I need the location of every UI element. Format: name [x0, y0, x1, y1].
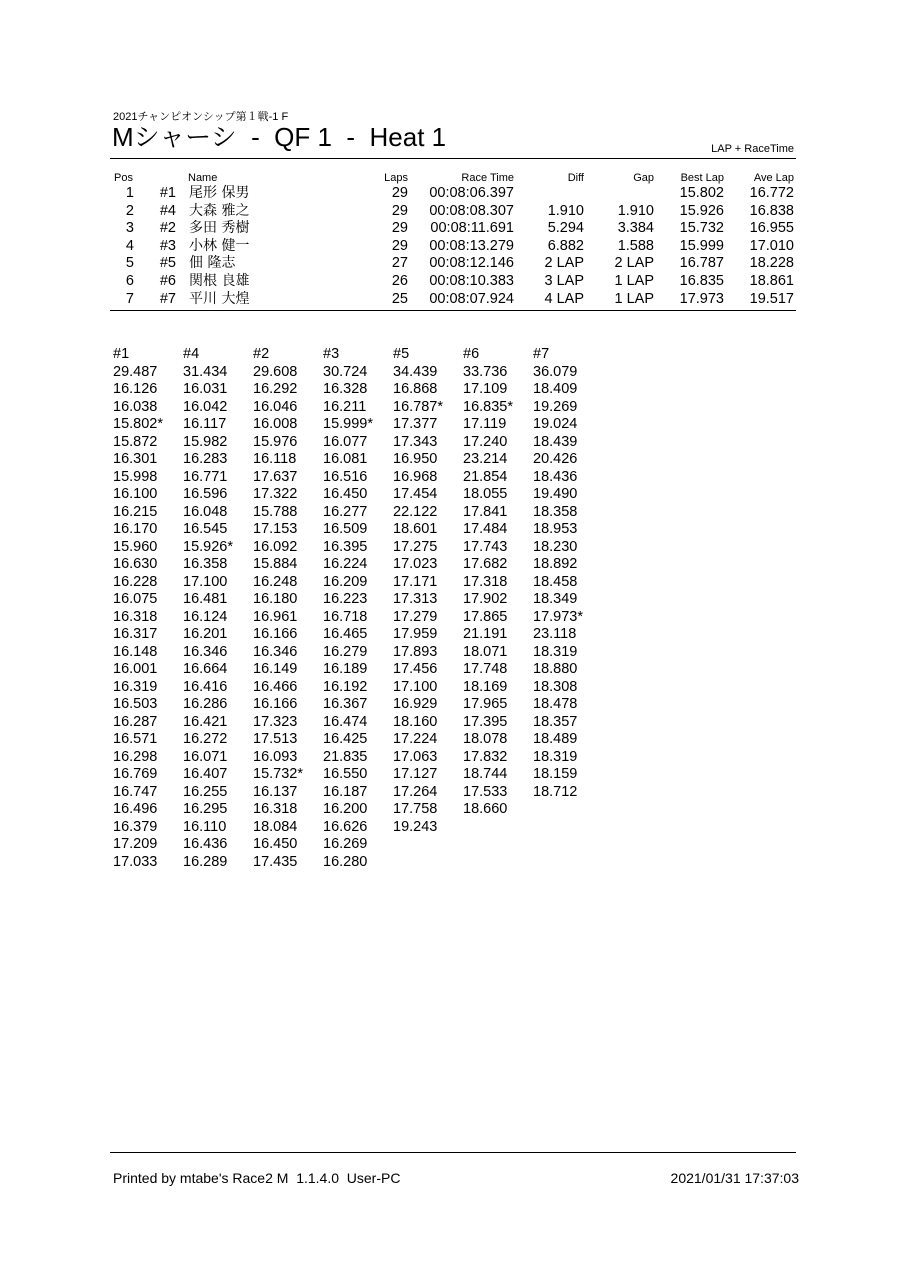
result-driver-name: 大森 雅之 [189, 202, 250, 219]
lap-time: 21.835 [323, 748, 368, 765]
result-driver-name: 関根 良雄 [189, 272, 250, 289]
result-pos: 5 [125, 255, 134, 272]
lap-time: 16.280 [323, 853, 368, 870]
result-diff: 6.882 [547, 237, 584, 254]
lap-time: 15.802* [113, 416, 163, 432]
lap-time: 18.169 [463, 678, 508, 695]
table-row [0, 238, 905, 256]
lap-column-car-number: #4 [183, 346, 200, 362]
header-divider [110, 158, 796, 159]
result-pos: 4 [125, 237, 134, 254]
lap-time: 17.100 [393, 678, 438, 695]
lap-time: 17.865 [463, 608, 508, 625]
lap-time: 18.055 [463, 486, 508, 502]
lap-time: 18.458 [533, 573, 578, 590]
lap-time: 16.328 [323, 381, 368, 397]
lap-time: 29.487 [113, 363, 158, 380]
lap-time: 16.769 [113, 766, 158, 782]
result-car-number: #3 [159, 237, 176, 254]
result-laps: 29 [391, 220, 408, 237]
result-driver-name: 平川 大煌 [189, 290, 250, 307]
result-diff: 2 LAP [544, 255, 584, 272]
result-best-lap: 17.973 [679, 290, 724, 307]
lap-time: 17.965 [463, 696, 508, 712]
lap-time: 18.601 [393, 521, 438, 537]
lap-time: 17.109 [463, 381, 508, 397]
result-race-time: 00:08:11.691 [430, 220, 514, 237]
lap-time: 16.295 [183, 801, 228, 817]
result-driver-name: 小林 健一 [189, 237, 250, 254]
lap-time: 18.230 [533, 538, 578, 555]
result-race-time: 00:08:13.279 [429, 237, 514, 254]
lap-time: 16.189 [323, 661, 368, 677]
lap-time: 17.127 [393, 766, 438, 782]
col-header-diff: Diff [567, 172, 584, 184]
lap-time: 31.434 [183, 363, 228, 380]
table-row [0, 203, 905, 221]
result-race-time: 00:08:10.383 [429, 272, 514, 289]
lap-time: 16.317 [113, 626, 158, 642]
lap-time: 18.489 [533, 731, 578, 747]
lap-time: 15.982 [183, 433, 228, 450]
lap-time: 18.357 [533, 713, 578, 730]
lap-time: 16.718 [323, 608, 368, 625]
lap-time: 16.042 [183, 398, 228, 415]
lap-time: 17.637 [253, 468, 298, 485]
lap-time: 19.490 [533, 486, 578, 502]
lap-time: 15.732* [253, 766, 303, 782]
lap-time: 18.349 [533, 591, 578, 607]
lap-time: 16.571 [113, 731, 158, 747]
lap-time: 16.048 [183, 503, 228, 520]
lap-time: 16.287 [113, 713, 158, 730]
lap-time: 18.358 [533, 503, 578, 520]
lap-time: 16.868 [393, 381, 438, 397]
result-best-lap: 16.787 [679, 255, 724, 272]
lap-time: 16.201 [183, 626, 228, 642]
lap-time: 16.211 [323, 398, 367, 415]
lap-time: 18.160 [393, 713, 438, 730]
result-ave-lap: 18.228 [749, 255, 794, 272]
lap-time: 21.854 [463, 468, 508, 485]
lap-time: 16.358 [183, 556, 228, 572]
lap-column [463, 346, 513, 819]
lap-time: 16.180 [253, 591, 298, 607]
lap-column-car-number: #1 [113, 346, 130, 362]
lap-time: 17.063 [393, 748, 438, 765]
result-gap: 1.588 [617, 237, 654, 254]
results-header-row [0, 172, 905, 185]
result-race-time: 00:08:08.307 [429, 202, 514, 219]
lap-time: 18.953 [533, 521, 578, 537]
lap-time: 17.313 [393, 591, 438, 607]
result-driver-name: 尾形 保男 [189, 185, 250, 201]
lap-column-car-number: #7 [533, 346, 550, 362]
lap-time: 16.481 [183, 591, 228, 607]
lap-time: 18.436 [533, 468, 578, 485]
lap-time: 16.269 [323, 836, 368, 852]
lap-time: 16.436 [183, 836, 228, 852]
lap-time: 16.200 [323, 801, 368, 817]
lap-time: 16.283 [183, 451, 228, 467]
lap-time: 16.248 [253, 573, 298, 590]
result-pos: 7 [125, 290, 134, 307]
report-mode-label: LAP + RaceTime [711, 143, 794, 155]
lap-time: 17.454 [393, 486, 438, 502]
lap-time: 16.075 [113, 591, 158, 607]
lap-time: 16.346 [253, 643, 298, 660]
lap-time: 17.171 [393, 573, 438, 590]
footer-divider [110, 1152, 796, 1153]
result-pos: 1 [125, 185, 134, 201]
table-row [0, 273, 905, 291]
lap-time: 18.071 [463, 643, 508, 660]
lap-time: 16.450 [323, 486, 368, 502]
lap-time: 17.484 [463, 521, 508, 537]
lap-column-car-number: #2 [253, 346, 270, 362]
lap-time: 15.976 [253, 433, 298, 450]
lap-time: 16.496 [113, 801, 158, 817]
result-diff: 5.294 [547, 220, 584, 237]
lap-time: 16.071 [183, 748, 228, 765]
lap-column [323, 346, 373, 871]
result-ave-lap: 16.838 [749, 202, 794, 219]
result-gap: 1 LAP [614, 290, 654, 307]
result-gap: 1.910 [617, 202, 654, 219]
result-best-lap: 16.835 [679, 272, 724, 289]
lap-time: 17.224 [393, 731, 438, 747]
result-best-lap: 15.802 [679, 185, 724, 201]
result-diff: 1.910 [547, 202, 584, 219]
lap-time: 17.322 [253, 486, 298, 502]
lap-time: 16.367 [323, 696, 368, 712]
result-laps: 26 [391, 272, 408, 289]
result-car-number: #6 [159, 272, 176, 289]
lap-time: 21.191 [463, 626, 508, 642]
lap-column [393, 346, 443, 836]
lap-time: 16.148 [113, 643, 158, 660]
result-laps: 29 [391, 237, 408, 254]
result-driver-name: 佃 隆志 [189, 255, 236, 272]
lap-time: 18.409 [533, 381, 578, 397]
lap-time: 18.078 [463, 731, 508, 747]
lap-time: 16.209 [323, 573, 368, 590]
table-row [0, 220, 905, 238]
lap-column [183, 346, 233, 871]
lap-time: 16.664 [183, 661, 228, 677]
lap-time: 16.596 [183, 486, 228, 502]
lap-time: 17.323 [253, 713, 298, 730]
lap-column-car-number: #6 [463, 346, 480, 362]
col-header-pos: Pos [114, 172, 133, 184]
lap-time: 16.318 [113, 608, 158, 625]
lap-time: 16.968 [393, 468, 438, 485]
result-laps: 25 [391, 290, 408, 307]
lap-time: 16.421 [183, 713, 228, 730]
lap-time: 16.630 [113, 556, 158, 572]
result-driver-name: 多田 秀樹 [189, 220, 250, 237]
lap-time: 17.395 [463, 713, 508, 730]
lap-time: 18.308 [533, 678, 578, 695]
lap-time: 16.038 [113, 398, 158, 415]
lap-time: 17.153 [253, 521, 298, 537]
lap-time: 16.100 [113, 486, 158, 502]
lap-time: 16.545 [183, 521, 228, 537]
result-pos: 2 [125, 202, 134, 219]
lap-time: 16.771 [183, 468, 228, 485]
lap-time: 16.001 [113, 661, 158, 677]
result-best-lap: 15.926 [679, 202, 724, 219]
result-pos: 3 [125, 220, 134, 237]
lap-time: 16.031 [183, 381, 228, 397]
lap-time: 17.275 [393, 538, 438, 555]
lap-time: 30.724 [323, 363, 368, 380]
lap-time: 16.228 [113, 573, 158, 590]
lap-time: 16.346 [183, 643, 228, 660]
lap-time: 16.279 [323, 643, 368, 660]
lap-time: 16.474 [323, 713, 368, 730]
lap-time: 16.835* [463, 398, 513, 415]
lap-time: 18.660 [463, 801, 508, 817]
lap-time: 17.377 [393, 416, 438, 432]
lap-time: 16.117 [183, 416, 227, 432]
lap-time: 34.439 [393, 363, 438, 380]
col-header-laps: Laps [384, 172, 408, 184]
results-table [0, 185, 905, 308]
lap-time: 17.119 [463, 416, 507, 432]
lap-time: 16.395 [323, 538, 368, 555]
table-row [0, 291, 905, 309]
lap-time: 16.092 [253, 538, 298, 555]
lap-time: 17.758 [393, 801, 438, 817]
lap-column [113, 346, 163, 871]
lap-time: 19.269 [533, 398, 578, 415]
lap-time: 17.435 [253, 853, 298, 870]
lap-time: 16.292 [253, 381, 298, 397]
lap-time: 33.736 [463, 363, 508, 380]
lap-time: 36.079 [533, 363, 578, 380]
col-header-race-time: Race Time [461, 172, 514, 184]
lap-time: 22.122 [393, 503, 438, 520]
result-ave-lap: 17.010 [749, 237, 794, 254]
lap-time: 16.961 [253, 608, 298, 625]
lap-time: 16.170 [113, 521, 158, 537]
lap-time: 16.081 [323, 451, 368, 467]
result-diff: 4 LAP [544, 290, 584, 307]
lap-time: 15.998 [113, 468, 158, 485]
lap-time: 17.513 [253, 731, 298, 747]
col-header-ave-lap: Ave Lap [753, 172, 794, 184]
lap-column-car-number: #3 [323, 346, 340, 362]
lap-time: 17.893 [393, 643, 438, 660]
result-gap: 3.384 [617, 220, 654, 237]
lap-time: 18.159 [533, 766, 578, 782]
lap-time: 16.503 [113, 696, 158, 712]
lap-time: 17.841 [463, 503, 508, 520]
event-subtitle: 2021チャンピオンシップ第１戦-1 F [113, 111, 289, 123]
result-diff: 3 LAP [544, 272, 584, 289]
footer-printed-by: Printed by mtabe's Race2 M 1.1.4.0 User-PC [113, 1170, 401, 1186]
lap-time: 18.319 [533, 748, 578, 765]
lap-time: 20.426 [533, 451, 578, 467]
lap-time: 16.124 [183, 608, 228, 625]
results-divider [110, 310, 796, 311]
lap-column [253, 346, 303, 871]
lap-time: 16.166 [253, 696, 298, 712]
lap-time: 16.318 [253, 801, 298, 817]
col-header-best-lap: Best Lap [680, 172, 724, 184]
lap-time: 16.319 [113, 678, 158, 695]
lap-time: 17.832 [463, 748, 508, 765]
lap-time: 16.450 [253, 836, 298, 852]
lap-time: 18.319 [533, 643, 578, 660]
result-best-lap: 15.999 [679, 237, 724, 254]
lap-time: 16.550 [323, 766, 368, 782]
lap-time: 15.999* [323, 416, 373, 432]
lap-time: 16.298 [113, 748, 158, 765]
lap-time: 17.264 [393, 783, 438, 800]
lap-time: 16.224 [323, 556, 368, 572]
result-car-number: #4 [159, 202, 176, 219]
lap-time: 16.407 [183, 766, 228, 782]
lap-time: 16.509 [323, 521, 368, 537]
lap-time: 16.110 [183, 818, 227, 835]
result-laps: 27 [391, 255, 408, 272]
lap-time: 16.137 [253, 783, 298, 800]
lap-time: 23.214 [463, 451, 508, 467]
lap-time: 17.743 [463, 538, 508, 555]
lap-time: 16.277 [323, 503, 368, 520]
lap-time: 16.289 [183, 853, 228, 870]
footer-timestamp: 2021/01/31 17:37:03 [670, 1170, 799, 1186]
lap-time: 19.024 [533, 416, 578, 432]
lap-time: 17.533 [463, 783, 508, 800]
result-car-number: #7 [159, 290, 176, 307]
lap-time: 16.626 [323, 818, 368, 835]
table-row [0, 255, 905, 273]
lap-time: 16.093 [253, 748, 298, 765]
lap-time: 16.747 [113, 783, 158, 800]
lap-time: 16.215 [113, 503, 158, 520]
lap-time: 16.950 [393, 451, 438, 467]
result-pos: 6 [125, 272, 134, 289]
lap-time: 17.240 [463, 433, 508, 450]
lap-time: 29.608 [253, 363, 298, 380]
lap-time: 16.379 [113, 818, 158, 835]
result-laps: 29 [391, 202, 408, 219]
lap-time: 15.960 [113, 538, 158, 555]
col-header-name: Name [188, 172, 218, 184]
lap-time: 17.033 [113, 853, 158, 870]
lap-time: 16.255 [183, 783, 228, 800]
result-gap: 1 LAP [614, 272, 654, 289]
lap-time: 17.682 [463, 556, 508, 572]
result-ave-lap: 18.861 [749, 272, 794, 289]
result-car-number: #2 [159, 220, 176, 237]
lap-time: 18.478 [533, 696, 578, 712]
lap-time: 18.744 [463, 766, 508, 782]
table-row [0, 185, 905, 203]
lap-time: 15.872 [113, 433, 158, 450]
lap-time: 16.301 [113, 451, 158, 467]
lap-time: 18.880 [533, 661, 578, 677]
lap-time: 17.100 [183, 573, 228, 590]
lap-time: 16.466 [253, 678, 298, 695]
lap-time: 16.787* [393, 398, 443, 415]
lap-time: 16.223 [323, 591, 368, 607]
lap-time: 18.439 [533, 433, 578, 450]
lap-time: 17.023 [393, 556, 438, 572]
lap-time: 16.929 [393, 696, 438, 712]
result-ave-lap: 19.517 [749, 290, 794, 307]
lap-time: 18.712 [533, 783, 578, 800]
lap-time: 16.046 [253, 398, 298, 415]
lap-time: 17.343 [393, 433, 438, 450]
lap-time: 16.425 [323, 731, 368, 747]
lap-time: 16.118 [253, 451, 297, 467]
result-race-time: 00:08:06.397 [429, 185, 514, 201]
lap-time: 19.243 [393, 818, 438, 835]
col-header-gap: Gap [633, 172, 654, 184]
result-car-number: #1 [159, 185, 176, 201]
result-ave-lap: 16.772 [749, 185, 794, 201]
lap-time: 16.516 [323, 468, 368, 485]
lap-time: 23.118 [533, 626, 577, 642]
result-car-number: #5 [159, 255, 176, 272]
result-gap: 2 LAP [614, 255, 654, 272]
page-title: Mシャーシ - QF 1 - Heat 1 [112, 122, 447, 152]
lap-time: 17.973* [533, 608, 583, 625]
lap-time: 16.077 [323, 433, 368, 450]
result-race-time: 00:08:12.146 [429, 255, 514, 272]
lap-time: 18.892 [533, 556, 578, 572]
lap-time: 17.279 [393, 608, 438, 625]
lap-time: 17.209 [113, 836, 158, 852]
lap-time: 16.187 [323, 783, 368, 800]
result-best-lap: 15.732 [679, 220, 724, 237]
lap-time: 17.456 [393, 661, 438, 677]
result-ave-lap: 16.955 [749, 220, 794, 237]
lap-time: 15.884 [253, 556, 298, 572]
lap-time: 16.465 [323, 626, 368, 642]
lap-time: 17.748 [463, 661, 508, 677]
lap-column-car-number: #5 [393, 346, 410, 362]
lap-time: 16.166 [253, 626, 298, 642]
lap-time: 15.926* [183, 538, 233, 555]
lap-time: 15.788 [253, 503, 298, 520]
lap-column [533, 346, 583, 801]
lap-time: 18.084 [253, 818, 298, 835]
result-laps: 29 [391, 185, 408, 201]
lap-time: 16.286 [183, 696, 228, 712]
lap-time: 17.959 [393, 626, 438, 642]
lap-time: 17.902 [463, 591, 508, 607]
lap-time: 17.318 [463, 573, 508, 590]
lap-time: 16.149 [253, 661, 298, 677]
lap-time: 16.272 [183, 731, 228, 747]
lap-time: 16.192 [323, 678, 368, 695]
lap-time: 16.416 [183, 678, 228, 695]
lap-time: 16.126 [113, 381, 158, 397]
result-race-time: 00:08:07.924 [429, 290, 514, 307]
lap-time: 16.008 [253, 416, 298, 432]
